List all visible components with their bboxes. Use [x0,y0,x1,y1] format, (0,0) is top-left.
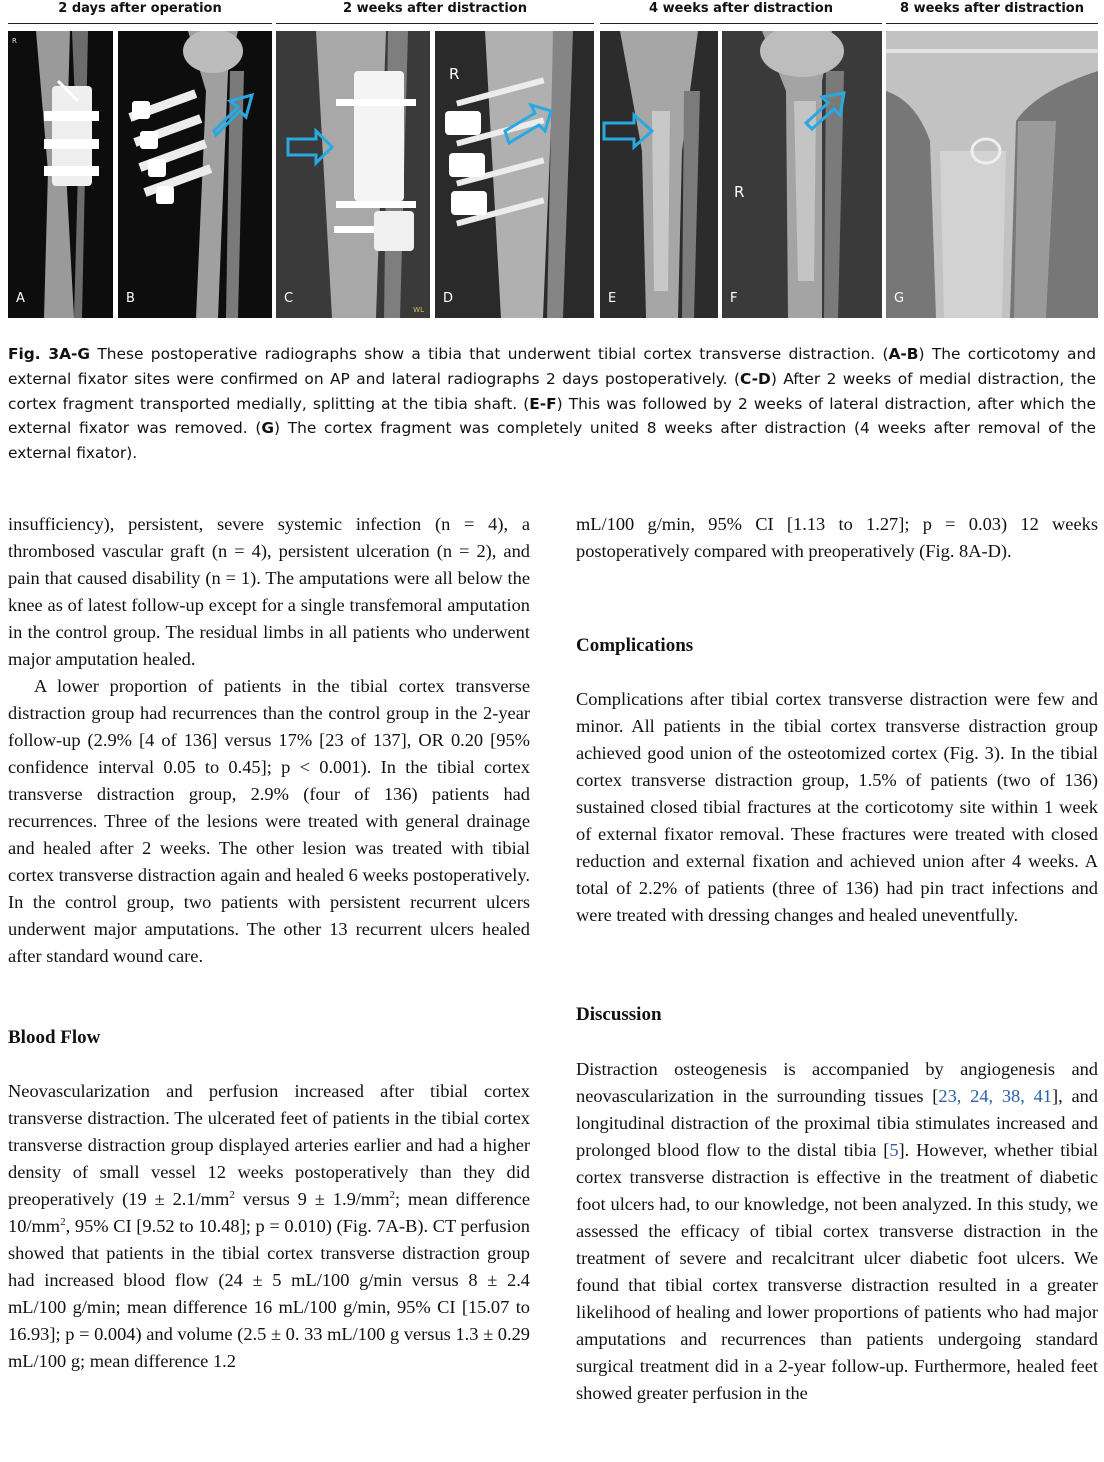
radiograph-panel-f [722,31,882,318]
figure-label: Fig. 3A-G [8,345,91,363]
panel-label: B [126,291,135,306]
radiograph-panel-a [8,31,113,318]
paragraph-discussion: Distraction osteogenesis is accompanied by angiogenesis and neovascularization in the surrounding tissues [23, 24, 38, 41], and longitudinal distraction of the proximal tibia stimulates increased and prolonged blood flow to the distal tibia [5]. However, whether tibial cortex transverse distraction is effective in the treatment of diabetic foot ulcers had, to our knowledge, not been analyzed. In this study, we assessed the efficacy of tibial cortex transverse distraction in the treatment of severe and recalcitrant ulcer diabetic foot ulcers. We found that tibial cortex transverse distraction resulted in a greater likelihood of healing and lower proportions of patients who had major amputations and recurrences than patients undergoing standard surgical treatment did in a 2-year follow-up. Furthermore, healed feet showed greater perfusion in the [576,1059,1098,1403]
group-header-2-weeks [276,0,594,26]
caption-text: ) The corticotomy and external fixator sites were confirmed on AP and lateral radiographs 2 days postoperatively. ( [8,345,1096,388]
panel-label: A [16,291,25,306]
group-header-4-weeks [600,0,882,26]
caption-text: ) After 2 weeks of medial distraction, the cortex fragment transported medially, splitting at the tibia shaft. ( [8,369,1096,413]
caption-text: ) This was followed by 2 weeks of lateral distraction, after which the external fixator was removed. ( [8,394,1096,438]
panel-label: G [894,291,905,306]
radiograph-c-image [276,31,430,318]
section-heading-blood-flow: Blood Flow [8,1027,101,1048]
caption-panel-ref: A-B [888,345,919,363]
group-header-label: 8 weeks after distraction [900,1,1084,16]
radiograph-side-mark: R [449,65,460,83]
reference-link[interactable]: 5 [889,1140,899,1160]
radiograph-f-image [722,31,882,318]
caption-panel-ref: E-F [529,394,557,413]
right-column [576,511,1098,1407]
radiograph-b-image [118,31,272,318]
group-header-label: 4 weeks after distraction [649,1,833,16]
paragraph-blood-flow: Neovascularization and perfusion increased after tibial cortex transverse distraction. The ulcerated feet of patients in the tibial cortex transverse distraction group displayed arteries earlier and had a higher density of small vessel 12 weeks postoperatively than they did preoperatively ($19 \pm 2.1/mm^2$ versus $9 \pm 1.9/mm^2$; mean difference $10/mm^2$, 95% CI [9.52 to 10.48]; p = 0.010) (Fig. 7A-B). CT perfusion showed that patients in the tibial cortex transverse distraction group had increased blood flow (24 ± 5 mL/100 g/min versus 8 ± 2.4 mL/100 g/min; mean difference 16 mL/100 g/min, 95% CI [15.07 to 16.93]; p = 0.004) and volume (2.5 ± 0. 33 mL/100 g versus 1.3 ± 0.29 mL/100 g; mean difference 1.2 [8,1081,530,1371]
group-header-2-days [8,0,272,26]
paragraph-recurrences: A lower proportion of patients in the tibial cortex transverse distraction group had recurrences than the control group in the 2-year follow-up (2.9% [4 of 136] versus 17% [23 of 137], OR 0.20 [95% confidence interval 0.05 to 0.45]; p < 0.001). In the tibial cortex transverse distraction group, 2.9% (four of 136) patients had recurrences. Three of the lesions were treated with general drainage and healed after 2 weeks. The other lesion was treated with tibial cortex transverse distraction again and healed 6 weeks postoperatively. In the control group, two patients with persistent recurrent ulcers underwent major amputations. The other 13 recurrent ulcers healed after standard wound care. [8,676,530,966]
radiograph-panel-g [886,31,1098,318]
group-header-label: 2 weeks after distraction [343,1,527,16]
group-header-label: 2 days after operation [58,1,222,16]
radiograph-e-image [600,31,718,318]
panel-label: C [284,291,294,306]
figure-3 [8,0,1098,320]
radiograph-g-image [886,31,1098,318]
radiograph-a-image [8,31,113,318]
paragraph-perfusion-continued: mL/100 g/min, 95% CI [1.13 to 1.27]; p = 0.03) 12 weeks postoperatively compared with preoperatively (Fig. 8A-D). [576,514,1098,561]
radiograph-panel-c [276,31,430,318]
radiograph-panel-d [435,31,594,318]
radiograph-side-mark: R [734,183,745,201]
caption-panel-ref: C-D [740,369,771,388]
radiograph-panel-e [600,31,718,318]
panel-label: E [608,291,617,306]
caption-text: These postoperative radiographs show a tibia that underwent tibial cortex transverse distraction. ( [90,345,889,363]
paragraph-amputations: insufficiency), persistent, severe systemic infection (n = 4), a thrombosed vascular graft (n = 4), persistent ulceration (n = 2), and pain that caused disability (n = 1). The amputations were all below the knee as of latest follow-up except for a single transfemoral amputation in the control group. The residual limbs in all patients who underwent major amputation healed. [8,514,530,669]
reference-link[interactable]: 23, 24, 38, 41 [938,1086,1052,1106]
radiograph-panel-b [118,31,272,318]
paragraph-complications: Complications after tibial cortex transverse distraction were few and minor. All patients in the tibial cortex transverse distraction group achieved good union of the osteotomized cortex (Fig. 3). In the tibial cortex transverse distraction group, 1.5% of patients (two of 136) sustained closed tibial fractures at the corticotomy site within 1 week of external fixator removal. These fractures were treated with closed reduction and external fixation and achieved union after 4 weeks. A total of 2.2% of patients (three of 136) had pin tract infections and were treated with dressing changes and healed uneventfully. [576,689,1098,925]
panel-label: F [730,291,738,306]
group-header-8-weeks [886,0,1098,26]
caption-panel-ref: G [261,419,274,438]
left-column [8,511,530,1375]
panel-label: D [443,291,454,306]
figure-caption [8,342,1096,466]
section-heading-discussion: Discussion [576,1004,662,1025]
caption-text: ) The cortex fragment was completely united 8 weeks after distraction (4 weeks after removal of the external fixator). [8,419,1096,463]
radiograph-wl-mark: WL [413,306,424,314]
radiograph-side-mark: R [12,37,17,45]
section-heading-complications: Complications [576,635,694,656]
